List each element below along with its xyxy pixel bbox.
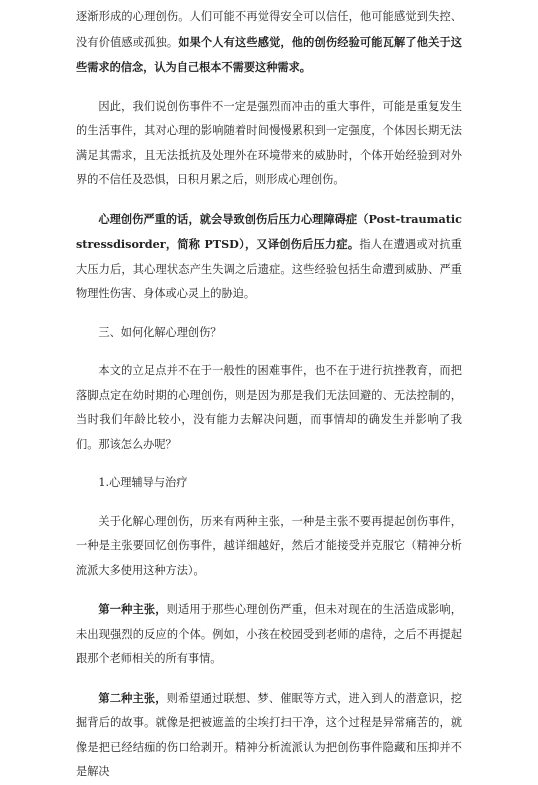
paragraph-1-text: 逐渐形成的心理创伤。人们可能不再觉得安全可以信任，他可能感觉到失控、没有价值感或孤独。 (76, 10, 462, 49)
paragraph-5 (76, 510, 462, 584)
paragraph-3-text: 指人在遭遇或对抗重大压力后，其心理状态产生失调之后遗症。这些经验包括生命遭到威胁、严重物理性伤害、身体或心灵上的胁迫。 (76, 238, 462, 300)
paragraph-2 (76, 95, 462, 193)
paragraph-4-text: 本文的立足点并不在于一般性的困难事件，也不在于进行抗挫教育，而把落脚点定在幼时期的心理创伤，则是因为那是我们无法回避的、无法控制的，当时我们年龄比较小，没有能力去解决问题，而事情却的确发生并影响了我们。那该怎么办呢？ (76, 364, 462, 451)
paragraph-1-bold: 如果个人有这些感觉，他的创伤经验可能瓦解了他关于这些需求的信念，认为自己根本不需要这种需求。 (76, 34, 462, 74)
paragraph-1 (76, 5, 462, 81)
paragraph-7 (76, 686, 462, 785)
paragraph-6-text: 则适用于那些心理创伤严重，但未对现在的生活造成影响，未出现强烈的反应的个体。例如，小孩在校园受到老师的虐待，之后不再提起跟那个老师相关的所有事情。 (76, 603, 462, 665)
paragraph-4 (76, 359, 462, 457)
paragraph-2-text: 因此，我们说创伤事件不一定是强烈而冲击的重大事件，可能是重复发生的生活事件，其对心理的影响随着时间慢慢累积到一定强度，个体因长期无法满足其需求，且无法抵抗及处理外在环境带来的威胁时，个体开始经验到对外界的不信任及恐惧，日积月累之后，则形成心理创伤。 (76, 99, 462, 186)
paragraph-6 (76, 597, 462, 672)
paragraph-5-text: 关于化解心理创伤，历来有两种主张，一种是主张不要再提起创伤事件，一种是主张要回忆创伤事件，越详细越好，然后才能接受并克服它（精神分析流派大多使用这种方法）。 (76, 514, 462, 577)
paragraph-7-text: 则希望通过联想、梦、催眠等方式，进入到人的潜意识，挖掘背后的故事。就像是把被遮盖的尘埃打扫干净，这个过程是异常痛苦的，就像是把已经结痂的伤口给剥开。精神分析流派认为把创伤事件隐藏和压抑并不是解决 (76, 691, 462, 778)
document-page (76, 0, 462, 785)
subsection-heading-1: 1.心理辅导与治疗 (98, 476, 188, 489)
paragraph-3-bold-lead: 心理创伤严重的话，就会导致创伤后压力心理障碍症（Post-traumaticstressdisorder，简称 PTSD），又译创伤后压力症。 (76, 211, 462, 251)
paragraph-3 (76, 207, 462, 307)
section-heading-3: 三、如何化解心理创伤？ (98, 325, 222, 339)
paragraph-7-bold-lead: 第二种主张， (98, 690, 167, 705)
paragraph-6-bold-lead: 第一种主张， (98, 602, 167, 616)
